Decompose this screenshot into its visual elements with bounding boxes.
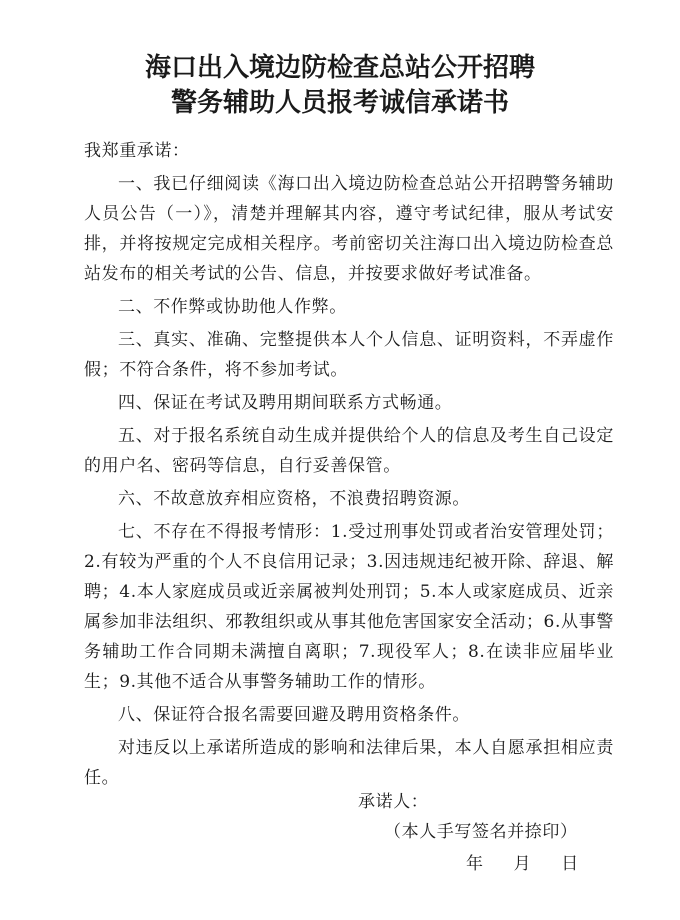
- commitment-paragraph-1: 一、我已仔细阅读《海口出入境边防检查总站公开招聘警务辅助人员公告（一）》，清楚并理解其内容，遵守考试纪律，服从考试安排，并将按规定完成相关程序。考前密切关注海口出入境边防检查总站发布的相关考试的公告、信息，并按要求做好考试准备。: [84, 174, 614, 284]
- date-day-label: 日: [561, 854, 579, 874]
- promiser-label: 承诺人：: [358, 792, 429, 812]
- liability-paragraph: 对违反以上承诺所造成的影响和法律后果，本人自愿承担相应责任。: [84, 738, 614, 788]
- commitment-paragraph-8: 八、保证符合报名需要回避及聘用资格条件。: [118, 705, 470, 725]
- date-line: [466, 852, 579, 876]
- commitment-paragraph-4: 四、保证在考试及聘用期间联系方式畅通。: [118, 393, 453, 413]
- commitment-paragraph-2: 二、不作弊或协助他人作弊。: [118, 297, 347, 317]
- commitment-paragraph-3: 三、真实、准确、完整提供本人个人信息、证明资料，不弄虚作假；不符合条件，将不参加考试。: [84, 330, 614, 380]
- intro-line: 我郑重承诺：: [84, 141, 190, 161]
- date-year-label: 年: [466, 854, 484, 874]
- document-body: [84, 136, 614, 796]
- commitment-paragraph-6: 六、不故意放弃相应资格，不浪费招聘资源。: [118, 489, 470, 509]
- date-month-label: 月: [513, 854, 532, 874]
- document-title-line-1: 海口出入境边防检查总站公开招聘: [144, 53, 535, 83]
- signature-note: （本人手写签名并捺印）: [384, 822, 578, 842]
- commitment-paragraph-5: 五、对于报名系统自动生成并提供给个人的信息及考生自己设定的用户名、密码等信息，自行妥善保管。: [84, 426, 614, 476]
- commitment-paragraph-7: 七、不存在不得报考情形：1.受过刑事处罚或者治安管理处罚；2.有较为严重的个人不良信用记录；3.因违规违纪被开除、辞退、解聘；4.本人家庭成员或近亲属被判处刑罚；5.本人或家庭成员、近亲属参加非法组织、邪教组织或从事其他危害国家安全活动；6.从事警务辅助工作合同期未满擅自离职；7.现役军人；8.在读非应届毕业生；9.其他不适合从事警务辅助工作的情形。: [84, 522, 614, 692]
- document-title-line-2: 警务辅助人员报考诚信承诺书: [170, 88, 509, 118]
